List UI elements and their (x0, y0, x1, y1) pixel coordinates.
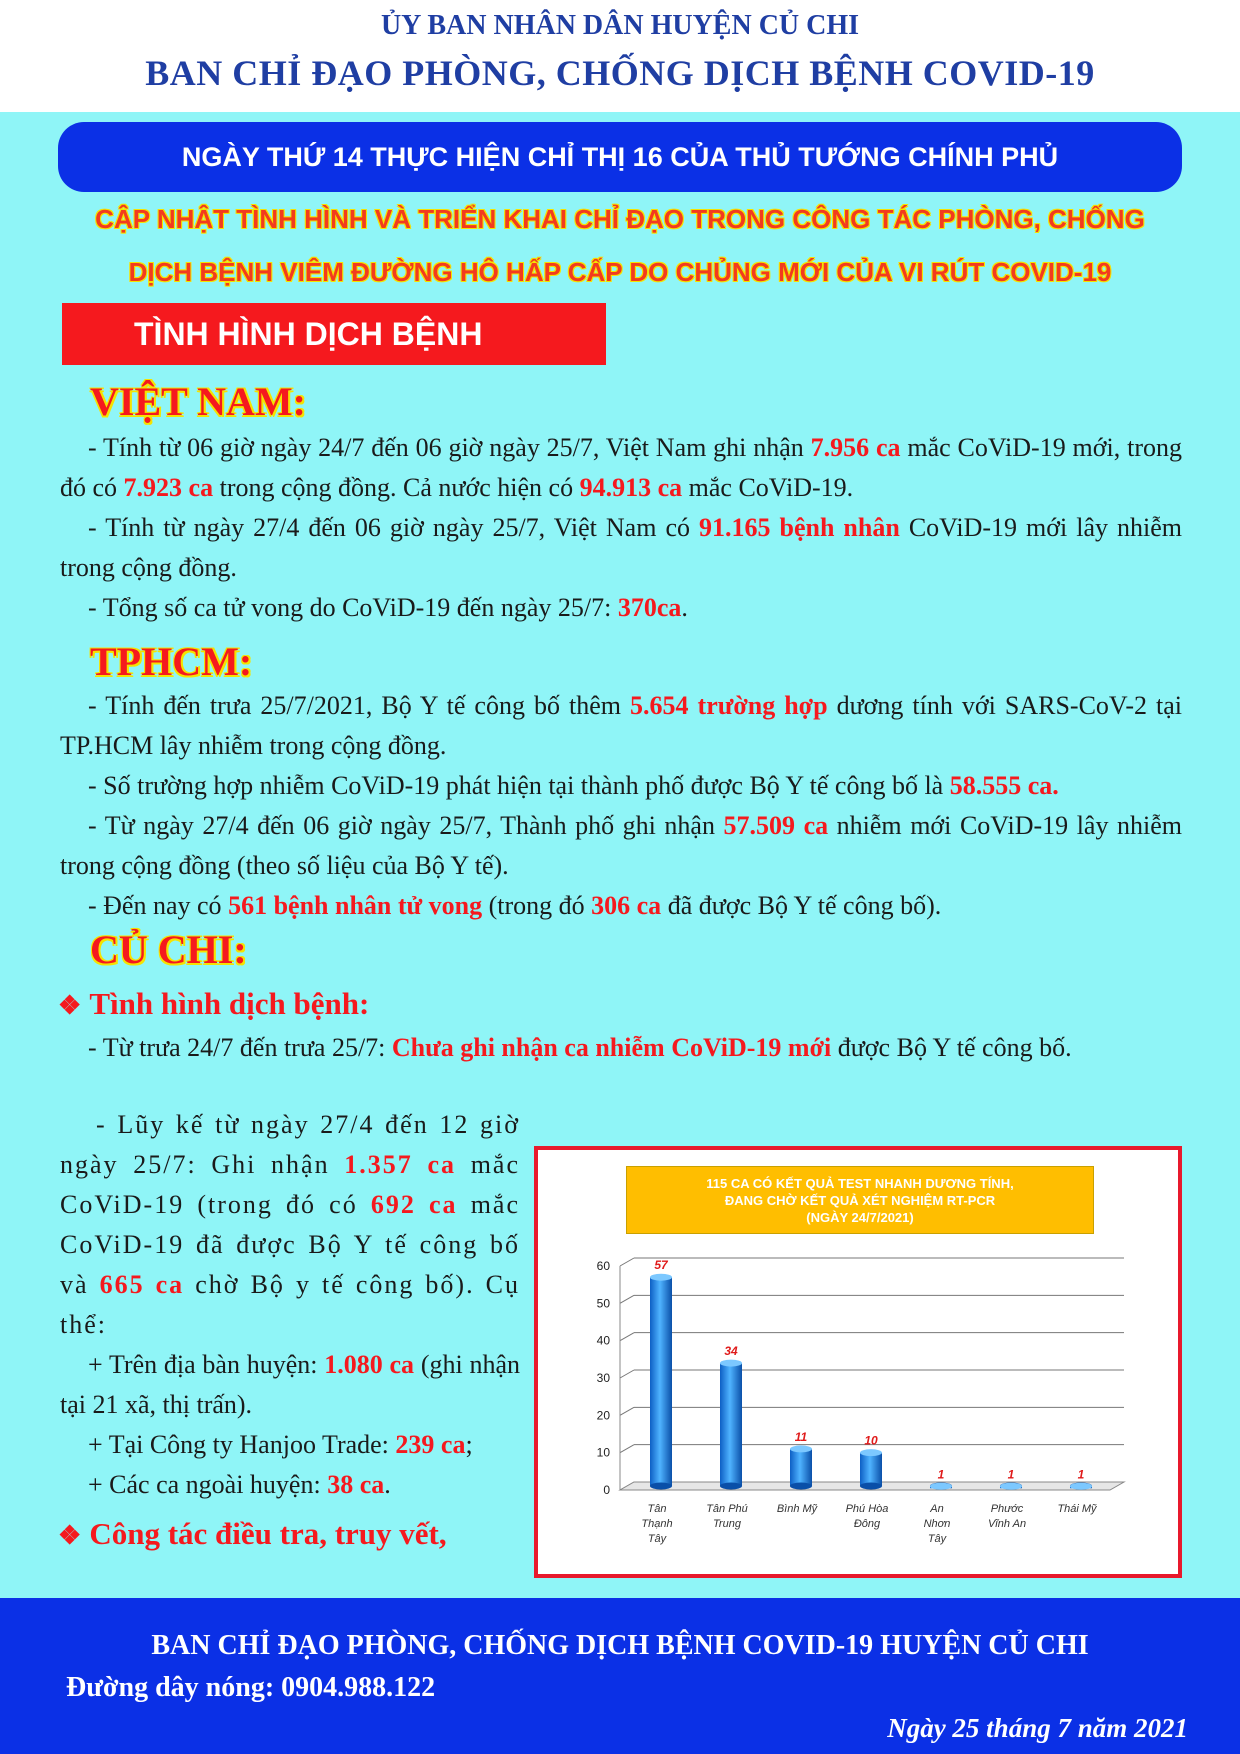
y-tick-label: 0 (603, 1483, 610, 1497)
cuchi-p4: + Tại Công ty Hanjoo Trade: 239 ca; (88, 1430, 473, 1459)
heading-vietnam: VIỆT NAM: (90, 379, 306, 424)
chart-title-line2: ĐANG CHỜ KẾT QUẢ XÉT NGHIỆM RT-PCR (724, 1193, 996, 1208)
tphcm-p1: - Tính đến trưa 25/7/2021, Bộ Y tế công bố thêm 5.654 trường hợp dương tính với SARS-CoV-2 tại TP.HCM lây nhiễm trong cộng đồng. (60, 691, 1182, 760)
tphcm-p3: - Từ ngày 27/4 đến 06 giờ ngày 25/7, Thành phố ghi nhận 57.509 ca nhiễm mới CoViD-19 lây nhiễm trong cộng đồng (theo số liệu của Bộ Y tế). (60, 811, 1183, 880)
x-tick-label: Thạnh (641, 1518, 673, 1530)
data-label: 1 (1077, 1467, 1085, 1482)
gridline-depth (620, 1370, 634, 1378)
x-tick-label: Tân (647, 1503, 667, 1515)
bar-base (860, 1483, 882, 1490)
x-tick-label: Nhơn (923, 1518, 951, 1530)
x-tick-label: Đông (853, 1518, 881, 1530)
x-tick-label: Thái Mỹ (1057, 1503, 1097, 1515)
update-title-line1: CẬP NHẬT TÌNH HÌNH VÀ TRIỂN KHAI CHỈ ĐẠO TRONG CÔNG TÁC PHÒNG, CHỐNG (95, 204, 1145, 234)
document-footer (0, 1598, 1240, 1754)
bar-top (930, 1483, 952, 1490)
section-badge: TÌNH HÌNH DỊCH BỆNH (62, 303, 606, 365)
cuchi-p1: - Từ trưa 24/7 đến trưa 25/7: Chưa ghi nhận ca nhiễm CoViD-19 mới được Bộ Y tế công bố. (88, 1033, 1072, 1062)
data-label: 57 (654, 1258, 668, 1273)
gridline-depth (620, 1445, 634, 1453)
day-banner: NGÀY THỨ 14 THỰC HIỆN CHỈ THỊ 16 CỦA THỦ TƯỚNG CHÍNH PHỦ (58, 122, 1182, 192)
tphcm-paragraphs (60, 686, 1182, 926)
gridline-depth (620, 1295, 634, 1303)
y-tick-label: 40 (596, 1333, 610, 1348)
data-label: 1 (937, 1467, 945, 1482)
bar-top (720, 1360, 742, 1367)
data-label: 10 (864, 1433, 878, 1448)
data-label: 1 (1007, 1467, 1015, 1482)
x-tick-label: Phú Hòa (845, 1503, 889, 1515)
data-label: 34 (724, 1344, 738, 1359)
x-tick-label: Tây (927, 1533, 947, 1545)
document-header (0, 0, 1240, 112)
cuchi-p3: + Trên địa bàn huyện: 1.080 ca (ghi nhận tại 21 xã, thị trấn). (60, 1350, 521, 1419)
subheading-situation: ❖ Tình hình dịch bệnh: (58, 986, 370, 1021)
bar-top (790, 1445, 812, 1452)
bar (860, 1453, 882, 1486)
footer-hotline: Đường dây nóng: 0904.988.122 (66, 1672, 436, 1703)
y-tick-label: 60 (596, 1259, 610, 1273)
bar-base (720, 1483, 742, 1490)
x-tick-label: Phước (990, 1503, 1024, 1515)
gridline-depth (620, 1407, 634, 1415)
diamond-bullet-icon: ❖ (58, 1521, 82, 1550)
bar-chart (538, 1150, 1178, 1574)
x-tick-label: Tân Phú (706, 1503, 748, 1515)
footer-date: Ngày 25 tháng 7 năm 2021 (887, 1713, 1188, 1743)
x-tick-label: Trung (713, 1518, 741, 1530)
org-name-line2: BAN CHỈ ĐẠO PHÒNG, CHỐNG DỊCH BỆNH COVID-19 (145, 53, 1095, 93)
cuchi-p2: - Lũy kế từ ngày 27/4 đến 12 giờ ngày 25/7: Ghi nhận 1.357 ca mắc CoViD-19 (trong đó có 692 ca mắc CoViD-19 đã được Bộ Y tế công bố và 665 ca chờ Bộ y tế công bố). Cụ thể: (60, 1110, 521, 1339)
tphcm-p4: - Đến nay có 561 bệnh nhân tử vong (trong đó 306 ca đã được Bộ Y tế công bố). (88, 891, 942, 920)
vietnam-p3: - Tổng số ca tử vong do CoViD-19 đến ngày 25/7: 370ca. (88, 593, 688, 622)
x-tick-label: Bình Mỹ (776, 1503, 818, 1515)
bar-top (860, 1449, 882, 1456)
org-name-line1: ỦY BAN NHÂN DÂN HUYỆN CỦ CHI (380, 10, 860, 41)
bar-top (1070, 1483, 1092, 1490)
cuchi-left-column (60, 1105, 520, 1505)
vietnam-paragraphs (60, 428, 1182, 628)
vietnam-p1: - Tính từ 06 giờ ngày 24/7 đến 06 giờ ngày 25/7, Việt Nam ghi nhận 7.956 ca mắc CoViD-19 mới, trong đó có 7.923 ca trong cộng đồng. Cả nước hiện có 94.913 ca mắc CoViD-19. (60, 433, 1182, 502)
y-tick-label: 30 (596, 1371, 610, 1385)
chart-title-line3: (NGÀY 24/7/2021) (806, 1210, 914, 1225)
vietnam-p2: - Tính từ ngày 27/4 đến 06 giờ ngày 25/7, Việt Nam có 91.165 bệnh nhân CoViD-19 mới lây nhiễm trong cộng đồng. (60, 513, 1182, 582)
gridline-depth (620, 1333, 634, 1341)
tphcm-p2: - Số trường hợp nhiễm CoViD-19 phát hiện tại thành phố được Bộ Y tế công bố là 58.555 ca. (88, 771, 1059, 800)
y-tick-label: 20 (596, 1408, 610, 1423)
footer-org-name: BAN CHỈ ĐẠO PHÒNG, CHỐNG DỊCH BỆNH COVID-19 HUYỆN CỦ CHI (151, 1630, 1089, 1661)
y-tick-label: 50 (596, 1296, 610, 1311)
bar-top (1000, 1483, 1022, 1490)
heading-tphcm: TPHCM: (90, 639, 253, 684)
bar-base (790, 1483, 812, 1490)
bar-top (650, 1274, 672, 1281)
chart-title-line1: 115 CA CÓ KẾT QUẢ TEST NHANH DƯƠNG TÍNH, (706, 1176, 1014, 1191)
x-tick-label: An (930, 1503, 944, 1515)
data-label: 11 (794, 1429, 808, 1444)
bar-chart-panel (534, 1146, 1182, 1578)
bar (790, 1449, 812, 1486)
gridline-depth (620, 1258, 634, 1266)
y-tick-label: 10 (596, 1445, 610, 1460)
x-tick-label: Vĩnh An (987, 1518, 1027, 1530)
update-title-line2: DỊCH BỆNH VIÊM ĐƯỜNG HÔ HẤP CẤP DO CHỦNG MỚI CỦA VI RÚT COVID-19 (128, 257, 1112, 287)
cuchi-p5: + Các ca ngoài huyện: 38 ca. (88, 1470, 391, 1499)
subheading-investigation: ❖ Công tác điều tra, truy vết, (58, 1516, 447, 1551)
bar (650, 1277, 672, 1486)
bar (720, 1363, 742, 1486)
bar-base (650, 1483, 672, 1490)
x-tick-label: Tây (647, 1533, 667, 1545)
diamond-bullet-icon: ❖ (58, 991, 82, 1020)
heading-cuchi: CỦ CHI: (90, 927, 247, 972)
